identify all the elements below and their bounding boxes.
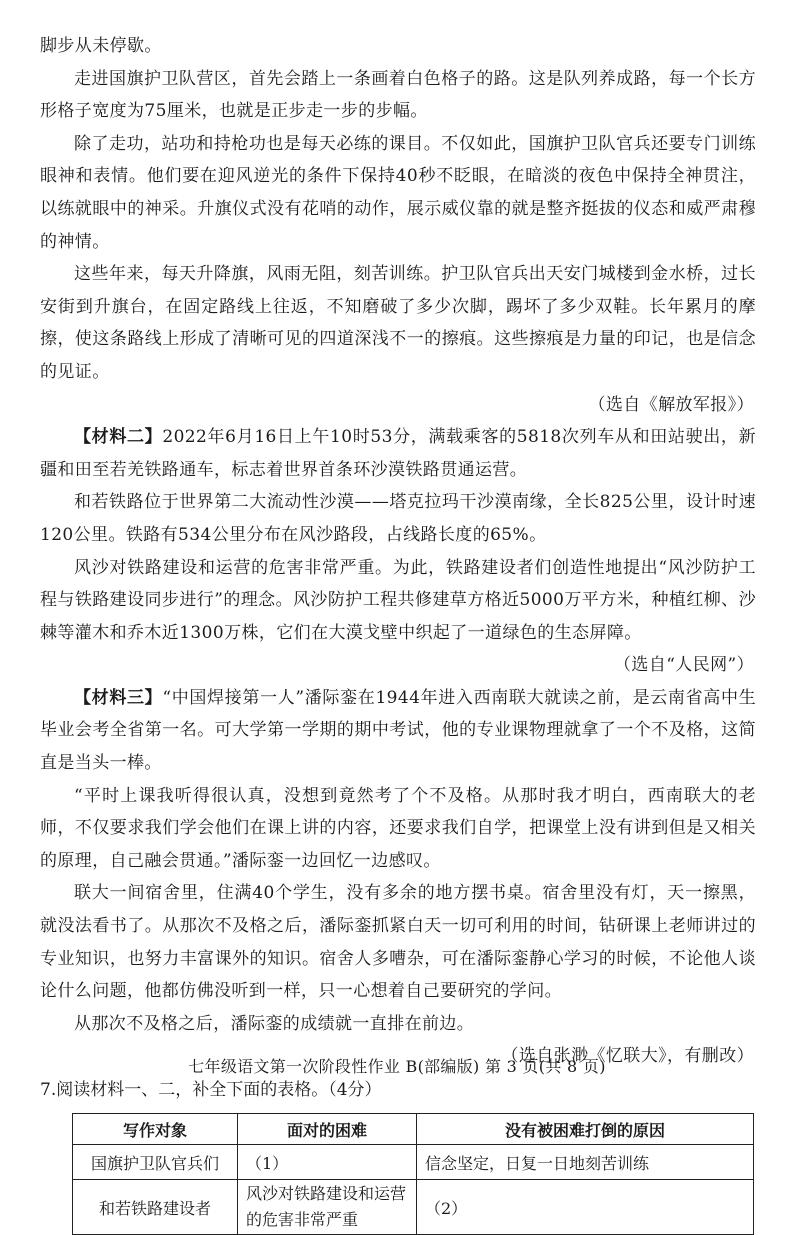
material-2-paragraph-2: 和若铁路位于世界第二大流动性沙漠——塔克拉玛干沙漠南缘，全长825公里，设计时速120公里。铁路有534公里分布在风沙路段，占线路长度的65%。 bbox=[40, 492, 756, 545]
header-difficulty: 面对的困难 bbox=[238, 1114, 417, 1145]
answer-table bbox=[72, 1113, 754, 1235]
paragraph-training: 除了走功，站功和持枪功也是每天必练的课目。不仅如此，国旗护卫队官兵还要专门训练眼神和表情。他们要在迎风逆光的条件下保持40秒不眨眼，在暗淡的夜色中保持全神贯注，以练就眼中的神采。升旗仪式没有花哨的动作，展示威仪靠的就是整齐挺拔的仪态和威严肃穆的神情。 bbox=[40, 133, 756, 252]
paragraph-continuation: 脚步从未停歇。 bbox=[40, 36, 162, 56]
cell-difficulty-blank[interactable]: （1） bbox=[238, 1145, 417, 1180]
material-3-paragraph-3: 联大一间宿舍里，住满40个学生，没有多余的地方摆书桌。宿舍里没有灯，天一擦黑，就没法看书了。从那次不及格之后，潘际銮抓紧白天一切可利用的时间，钻研课上老师讲过的专业知识，也努力丰富课外的知识。宿舍人多嘈杂，可在潘际銮静心学习的时候，不论他人谈论什么问题，他都仿佛没听到一样，只一心想着自己要研究的学问。 bbox=[40, 883, 756, 1002]
table-row bbox=[73, 1145, 754, 1180]
cell-difficulty-text: 风沙对铁路建设和运营的危害非常严重 bbox=[246, 1184, 407, 1229]
source-citation-2: （选自“人民网”） bbox=[614, 655, 754, 676]
material-2-text-1: 2022年6月16日上午10时53分，满载乘客的5818次列车从和田站驶出，新疆和田至若羌铁路通车，标志着世界首条环沙漠铁路贯通运营。 bbox=[40, 427, 757, 480]
material-2-paragraph-3: 风沙对铁路建设和运营的危害非常严重。为此，铁路建设者们创造性地提出“风沙防护工程与铁路建设同步进行”的理念。风沙防护工程共修建草方格近5000万平方米，种植红柳、沙棘等灌木和乔木近1300万株，它们在大漠戈壁中织起了一道绿色的生态屏障。 bbox=[40, 557, 756, 643]
question-7: 7.阅读材料一、二，补全下面的表格。（4分） bbox=[40, 1080, 382, 1100]
material-3-paragraph-4: 从那次不及格之后，潘际銮的成绩就一直排在前边。 bbox=[74, 1013, 475, 1034]
paragraph-flag-path: 走进国旗护卫队营区，首先会踏上一条画着白色格子的路。这是队列养成路，每一个长方形格子宽度为75厘米，也就是正步走一步的步幅。 bbox=[40, 68, 756, 122]
source-citation-1: （选自《解放军报》） bbox=[588, 394, 754, 415]
header-writing-object: 写作对象 bbox=[73, 1114, 238, 1145]
material-3-paragraph-2: “平时上课我听得很认真，没想到竟然考了个不及格。从那时我才明白，西南联大的老师，不仅要求我们学会他们在课上讲的内容，还要求我们自学，把课堂上没有讲到但是又相关的原理，自己融会贯通。”潘际銮一边回忆一边感叹。 bbox=[40, 785, 756, 871]
source-citation-3: （选自张渺《忆联大》，有删改） bbox=[501, 1046, 754, 1067]
material-2-label: 【材料二】 bbox=[74, 427, 163, 448]
material-3-label: 【材料三】 bbox=[74, 687, 163, 708]
page-footer: 七年级语文第一次阶段性作业 B(部编版) 第 3 页(共 8 页) bbox=[188, 1057, 606, 1076]
cell-object: 国旗护卫队官兵们 bbox=[73, 1145, 238, 1180]
material-3-text-1: “中国焊接第一人”潘际銮在1944年进入西南联大就读之前，是云南省高中生毕业会考全省第一名。可大学第一学期的期中考试，他的专业课物理就拿了一个不及格，这简直是当头一棒。 bbox=[40, 687, 757, 774]
cell-reason-blank[interactable]: （2） bbox=[417, 1180, 754, 1235]
paragraph-scratch-marks: 这些年来，每天升降旗，风雨无阻，刻苦训练。护卫队官兵出天安门城楼到金水桥，过长安街到升旗台，在固定路线上往返，不知磨破了多少次脚，踢坏了多少双鞋。长年累月的摩擦，使这条路线上形成了清晰可见的四道深浅不一的擦痕。这些擦痕是力量的印记，也是信念的见证。 bbox=[40, 264, 756, 382]
table-header-row bbox=[73, 1114, 754, 1145]
table-row bbox=[73, 1180, 754, 1235]
material-2-paragraph-1 bbox=[40, 421, 756, 486]
material-3-paragraph-1 bbox=[40, 682, 756, 780]
header-reason: 没有被困难打倒的原因 bbox=[417, 1114, 754, 1145]
cell-reason: 信念坚定，日复一日地刻苦训练 bbox=[417, 1145, 754, 1180]
cell-difficulty bbox=[238, 1180, 417, 1235]
cell-object: 和若铁路建设者 bbox=[73, 1180, 238, 1235]
